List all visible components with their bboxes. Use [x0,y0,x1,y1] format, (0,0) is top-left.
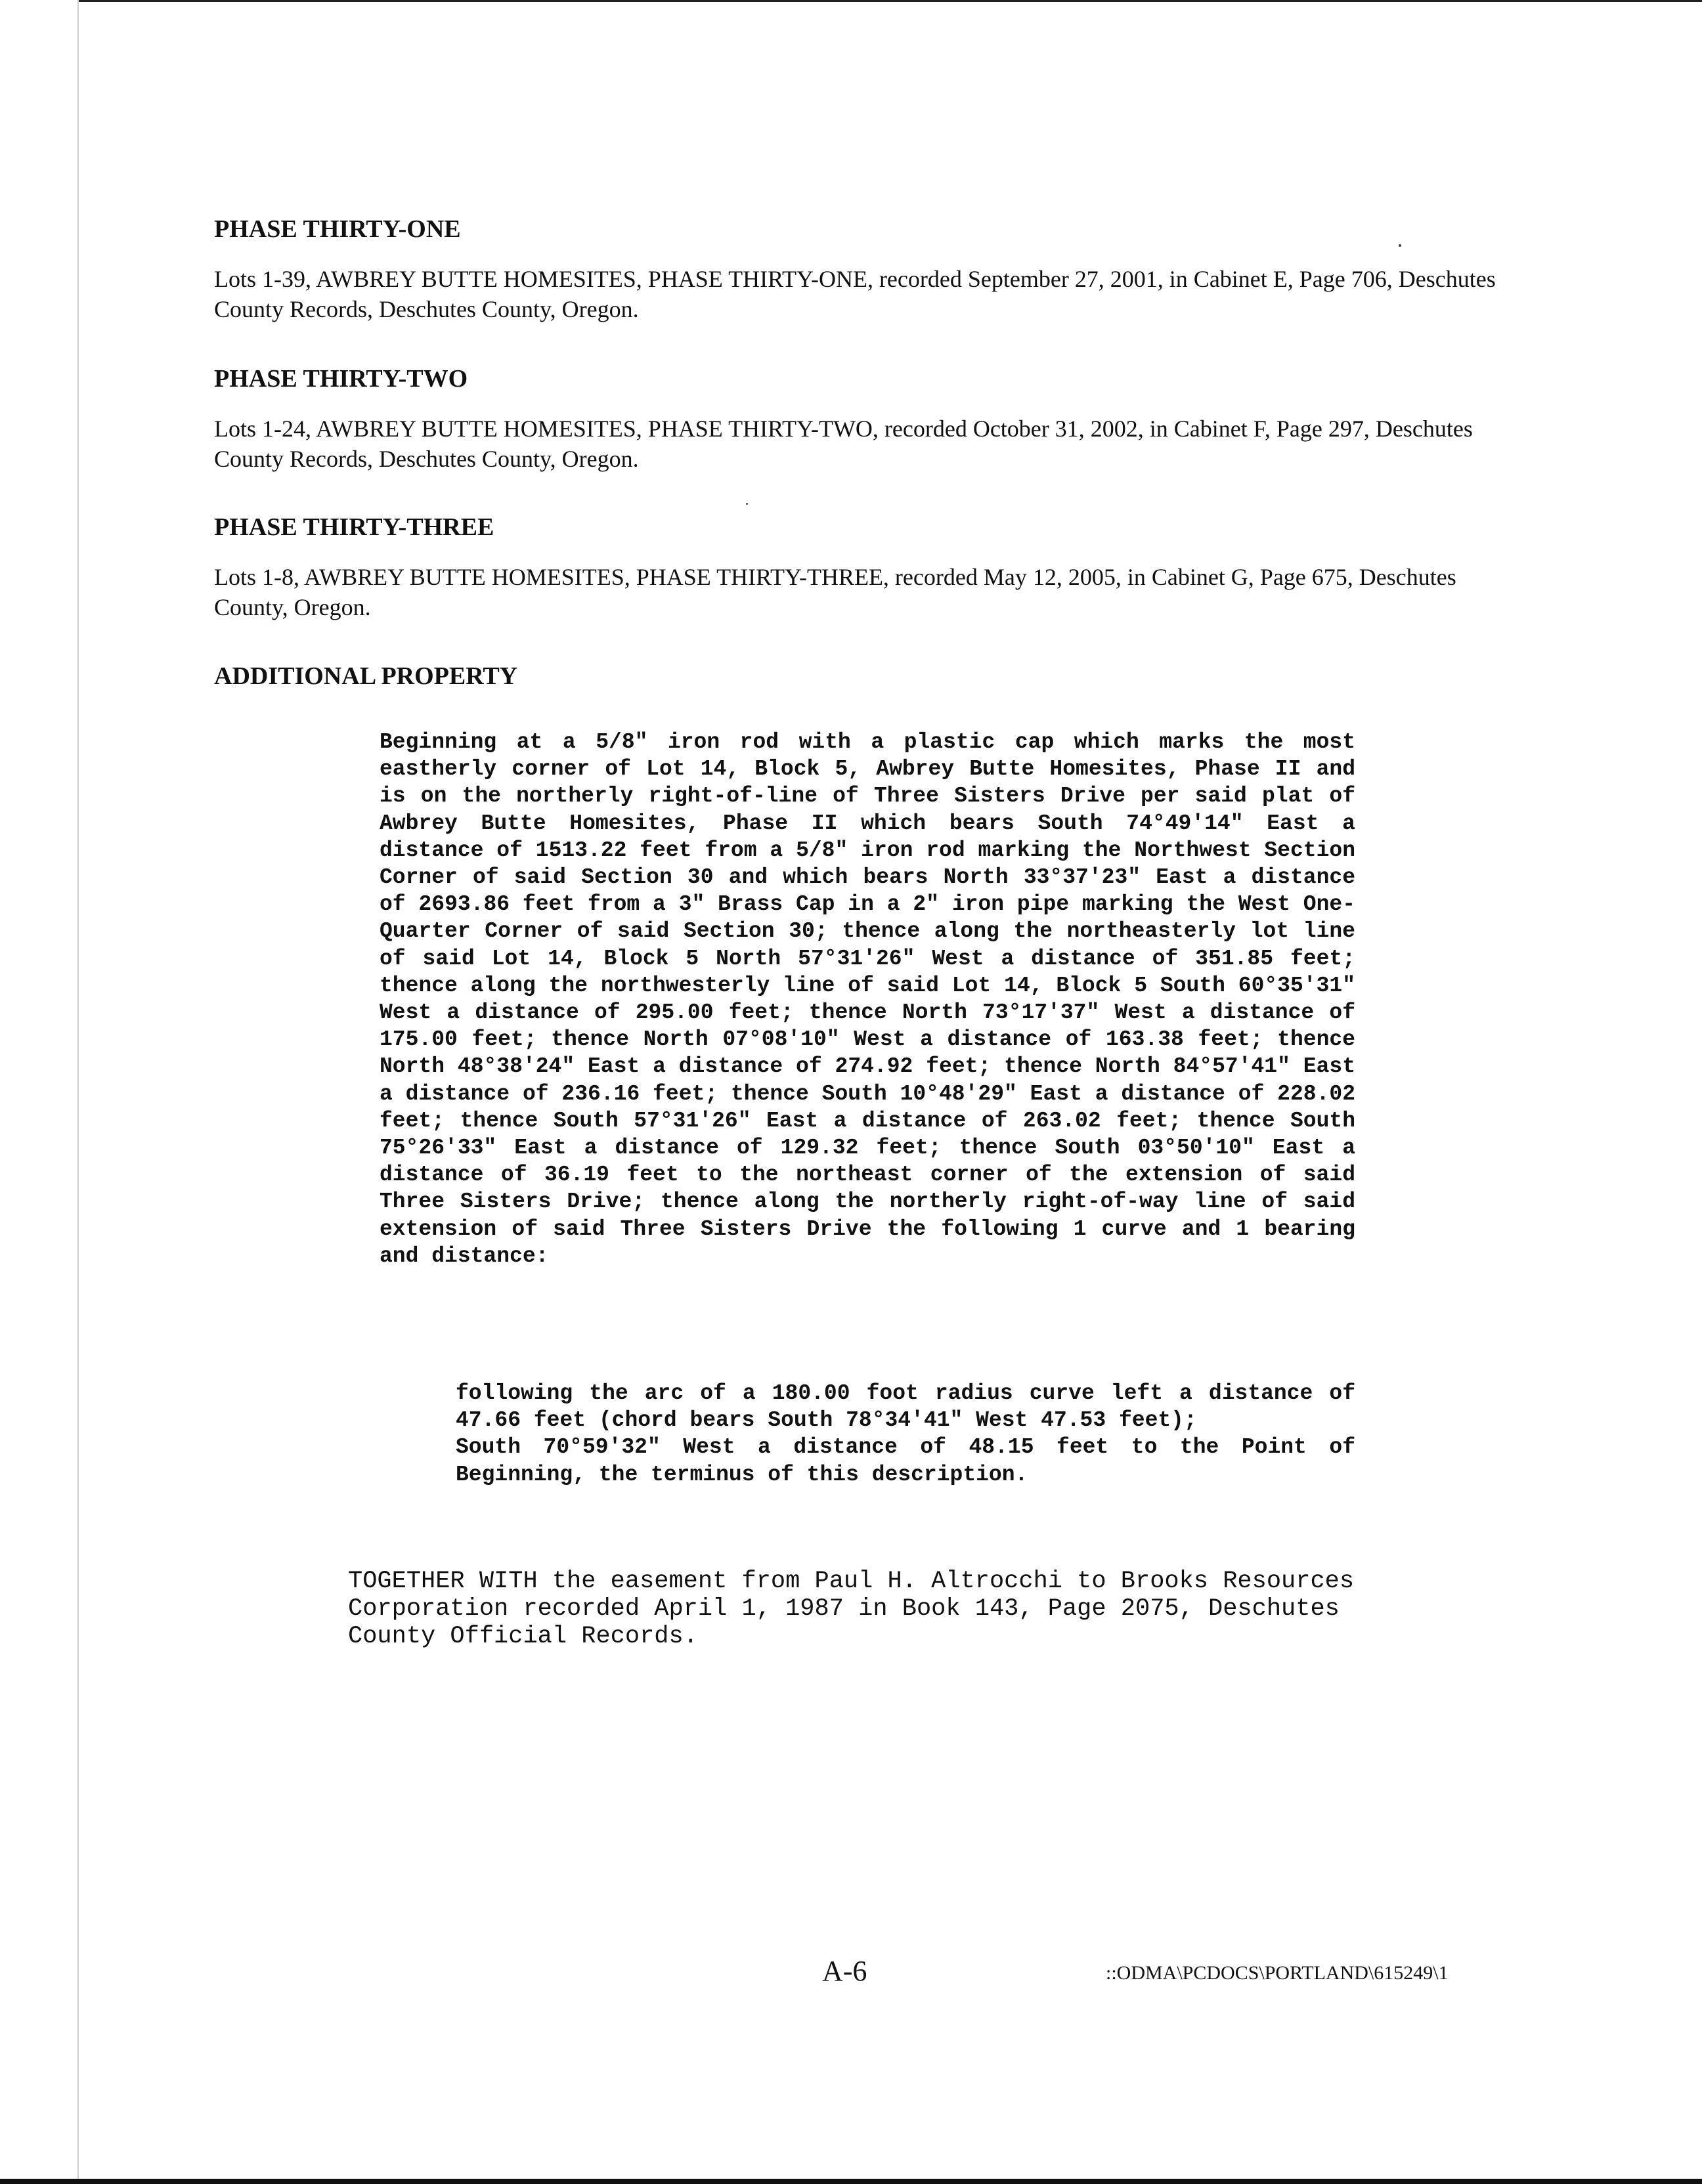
section-additional-property [214,661,1501,691]
curve-call: following the arc of a 180.00 foot radius curve left a distance of 47.66 feet (chord bears South 78°34'41" West 47.53 feet); [456,1381,1355,1433]
scan-speck [746,503,748,505]
page-number: A-6 [822,1955,867,1987]
section-text: Lots 1-39, AWBREY BUTTE HOMESITES, PHASE THIRTY-ONE, recorded September 27, 2001, in Cabinet E, Page 706, Deschutes County Records, Deschutes County, Oregon. [214,266,1496,322]
scan-top-edge [79,0,1702,2]
section-heading: ADDITIONAL PROPERTY [214,662,518,690]
section-phase-thirty-one [214,214,1501,324]
section-heading: PHASE THIRTY-THREE [214,513,494,541]
section-phase-thirty-two [214,364,1501,474]
bearing-call: South 70°59'32" West a distance of 48.15 feet to the Point of Beginning, the terminus of this description. [456,1435,1355,1487]
document-id: ::ODMA\PCDOCS\PORTLAND\615249\1 [1106,1962,1449,1984]
section-heading: PHASE THIRTY-ONE [214,215,461,243]
scan-left-edge [77,0,79,2184]
scan-bottom-edge [0,2179,1702,2184]
legal-description-calls [456,1380,1355,1488]
section-text: Lots 1-24, AWBREY BUTTE HOMESITES, PHASE THIRTY-TWO, recorded October 31, 2002, in Cabinet F, Page 297, Deschutes County Records, Deschutes County, Oregon. [214,416,1473,472]
section-text: Lots 1-8, AWBREY BUTTE HOMESITES, PHASE THIRTY-THREE, recorded May 12, 2005, in Cabinet G, Page 675, Deschutes County, Oregon. [214,564,1456,620]
section-heading: PHASE THIRTY-TWO [214,365,468,393]
section-phase-thirty-three [214,512,1501,622]
legal-description-main: Beginning at a 5/8" iron rod with a plastic cap which marks the most eastherly corner of Lot 14, Block 5, Awbrey Butte Homesites, Phase II and is on the northerly right-of-line of Three Sisters Drive per said plat of Awbrey Butte Homesites, Phase II which bears South 74°49'14" East a distance of 1513.22 feet from a 5/8" iron rod marking the Northwest Section Corner of said Section 30 and which bears North 33°37'23" East a distance of 2693.86 feet from a 3" Brass Cap in a 2" iron pipe marking the West One-Quarter Corner of said Section 30; thence along the northeasterly lot line of said Lot 14, Block 5 North 57°31'26" West a distance of 351.85 feet; thence along the northwesterly line of said Lot 14, Block 5 South 60°35'31" West a distance of 295.00 feet; thence North 73°17'37" West a distance of 175.00 feet; thence North 07°08'10" West a distance of 163.38 feet; thence North 48°38'24" East a distance of 274.92 feet; thence North 84°57'41" East a distance of 236.16 feet; thence South 10°48'29" East a distance of 228.02 feet; thence South 57°31'26" East a distance of 263.02 feet; thence South 75°26'33" East a distance of 129.32 feet; thence South 03°50'10" East a distance of 36.19 feet to the northeast corner of the extension of said Three Sisters Drive; thence along the northerly right-of-way line of said extension of said Three Sisters Drive the following 1 curve and 1 bearing and distance: [380,730,1355,1268]
together-with-clause: TOGETHER WITH the easement from Paul H. Altrocchi to Brooks Resources Corporation recorded April 1, 1987 in Book 143, Page 2075, Deschutes County Official Records. [348,1568,1355,1650]
